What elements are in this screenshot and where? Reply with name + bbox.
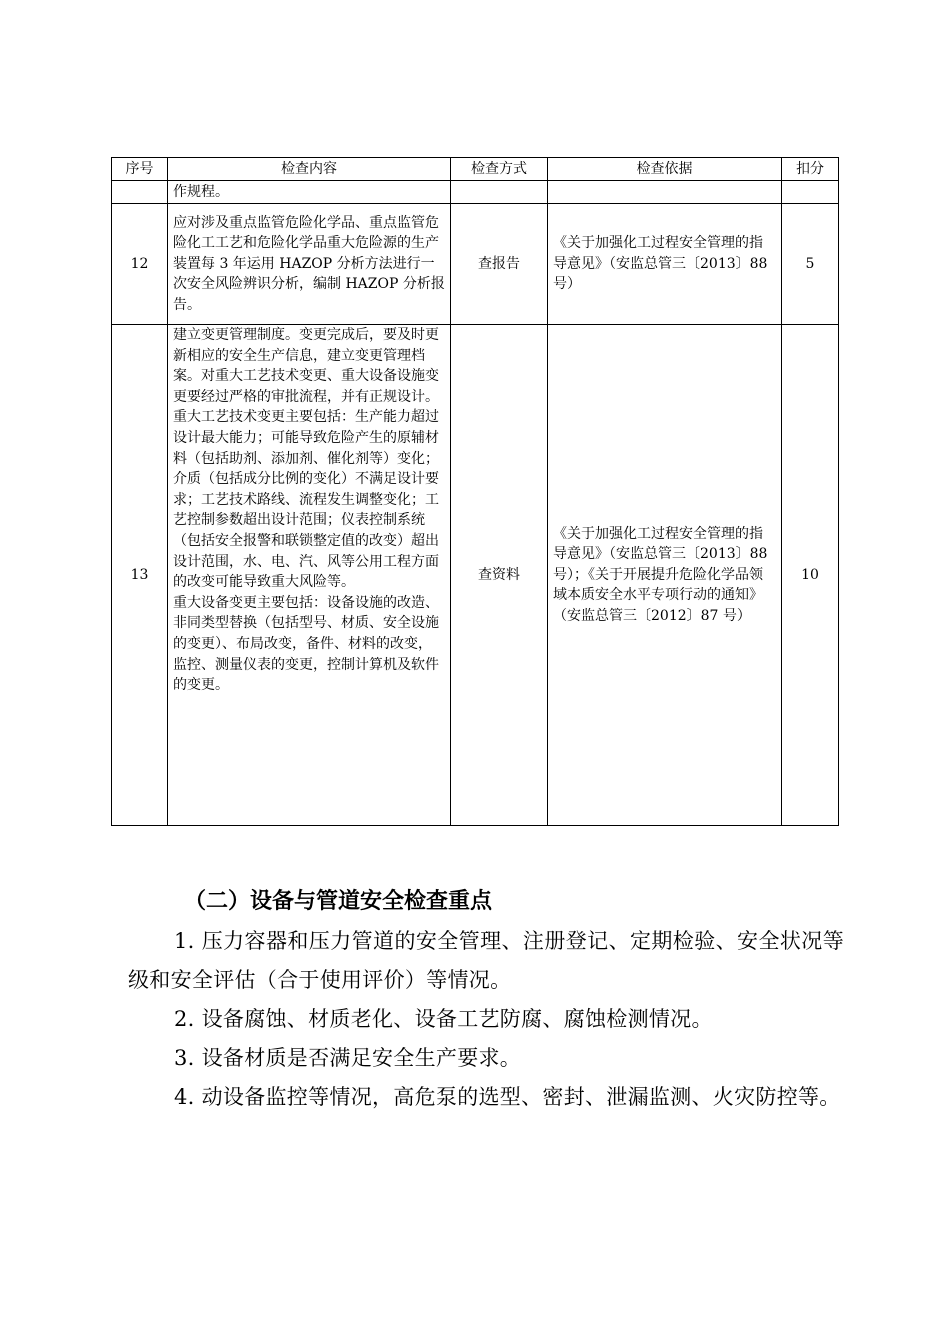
row-score: 10	[782, 325, 839, 826]
section-item: 2. 设备腐蚀、材质老化、设备工艺防腐、腐蚀检测情况。	[174, 1007, 713, 1031]
row-no	[112, 181, 168, 204]
header-method: 检查方式	[451, 158, 548, 181]
table-header-row	[112, 158, 839, 181]
row-basis: 《关于加强化工过程安全管理的指导意见》（安监总管三〔2013〕88 号）	[548, 204, 782, 325]
section-item: 3. 设备材质是否满足安全生产要求。	[174, 1046, 522, 1070]
table-row	[112, 181, 839, 204]
row-content: 应对涉及重点监管危险化学品、重点监管危险化工工艺和危险化学品重大危险源的生产装置每 3 年运用 HAZOP 分析方法进行一次安全风险辨识分析，编制 HAZOP 分析报告。	[168, 204, 451, 325]
row-basis	[548, 181, 782, 204]
row-score: 5	[782, 204, 839, 325]
equipment-section	[128, 882, 844, 1117]
section-item: 4. 动设备监控等情况，高危泵的选型、密封、泄漏监测、火灾防控等。	[174, 1085, 841, 1109]
row-score	[782, 181, 839, 204]
row-no: 13	[112, 325, 168, 826]
row-method	[451, 181, 548, 204]
row-content	[168, 325, 451, 826]
row-method: 查资料	[451, 325, 548, 826]
header-basis: 检查依据	[548, 158, 782, 181]
header-score: 扣分	[782, 158, 839, 181]
table-row	[112, 325, 839, 826]
table-row	[112, 204, 839, 325]
row-method: 查报告	[451, 204, 548, 325]
header-no: 序号	[112, 158, 168, 181]
row-basis: 《关于加强化工过程安全管理的指导意见》（安监总管三〔2013〕88 号）；《关于开展提升危险化学品领域本质安全水平专项行动的通知》（安监总管三〔2012〕87 号）	[548, 325, 782, 826]
header-content: 检查内容	[168, 158, 451, 181]
content-paragraph: 建立变更管理制度。变更完成后，要及时更新相应的安全生产信息，建立变更管理档案。对重大工艺技术变更、重大设备设施变更要经过严格的审批流程，并有正规设计。	[173, 327, 439, 405]
inspection-table	[111, 157, 839, 826]
row-no: 12	[112, 204, 168, 325]
content-paragraph: 重大工艺技术变更主要包括：生产能力超过设计最大能力；可能导致危险产生的原辅材料（包括助剂、添加剂、催化剂等）变化；介质（包括成分比例的变化）不满足设计要求；工艺技术路线、流程发生调整变化；工艺控制参数超出设计范围；仪表控制系统（包括安全报警和联锁整定值的改变）超出设计范围，水、电、汽、风等公用工程方面的改变可能导致重大风险等。	[173, 409, 439, 591]
section-item: 1. 压力容器和压力管道的安全管理、注册登记、定期检验、安全状况等级和安全评估（合于使用评价）等情况。	[128, 929, 844, 992]
row-content: 作规程。	[168, 181, 451, 204]
section-heading: （二）设备与管道安全检查重点	[184, 889, 493, 914]
content-paragraph: 重大设备变更主要包括：设备设施的改造、非同类型替换（包括型号、材质、安全设施的变更）、布局改变，备件、材料的改变，监控、测量仪表的变更，控制计算机及软件的变更。	[173, 594, 439, 694]
